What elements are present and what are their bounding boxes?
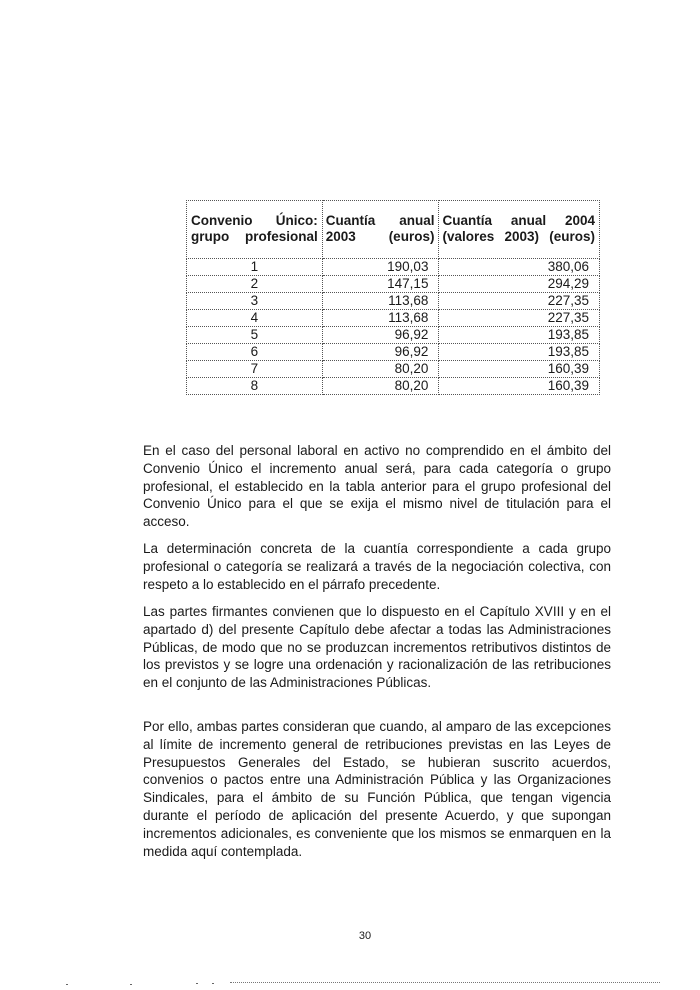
cell-cuantia-2003: 113,68	[322, 310, 439, 327]
table-row	[187, 310, 600, 327]
cell-cuantia-2003: 113,68	[322, 293, 439, 310]
cell-cuantia-2004: 380,06	[439, 259, 600, 276]
cell-cuantia-2004: 160,39	[439, 361, 600, 378]
paragraph-text: Las partes firmantes convienen que lo dispuesto en el Capítulo XVIII y en el apartado d) del presente Capítulo debe afectar a todas las Administraciones Públicas, de modo que no se produzcan incrementos retributivos distintos de los previstos y se logre una ordenación y racionalización de las retribuciones en el conjunto de las Administraciones Públicas.	[143, 604, 611, 691]
table-row	[187, 327, 600, 344]
cell-cuantia-2004: 294,29	[439, 276, 600, 293]
cell-cuantia-2003: 80,20	[322, 378, 439, 395]
header-cuantia-2003: Cuantía anual 2003 (euros)	[322, 201, 439, 259]
cell-cuantia-2003: 96,92	[322, 327, 439, 344]
cell-cuantia-2004: 160,39	[439, 378, 600, 395]
cell-cuantia-2003: 190,03	[322, 259, 439, 276]
cell-grupo: 6	[187, 344, 323, 361]
paragraph-determinacion-cuantia	[143, 540, 611, 593]
paragraph-partes-firmantes	[143, 603, 611, 692]
header-cuantia-2004: Cuantía anual 2004 (valores 2003) (euros)	[439, 201, 600, 259]
paragraph-personal-laboral	[143, 442, 611, 531]
table-row	[187, 378, 600, 395]
header-grupo-profesional: Convenio Único: grupo profesional	[187, 201, 323, 259]
paragraph-text: En el caso del personal laboral en activo no comprendido en el ámbito del Convenio Único el incremento anual será, para cada categoría o grupo profesional, el establecido en la tabla anterior para el grupo profesional del Convenio Único para el que se exija el mismo nivel de titulación para el acceso.	[143, 443, 611, 530]
scan-artifact-dot	[196, 983, 198, 984]
scan-artifact-dot	[130, 984, 132, 985]
cell-grupo: 1	[187, 259, 323, 276]
table-row	[187, 293, 600, 310]
cell-grupo: 5	[187, 327, 323, 344]
paragraph-excepciones	[143, 718, 611, 860]
cell-cuantia-2003: 96,92	[322, 344, 439, 361]
cell-grupo: 8	[187, 378, 323, 395]
table-row	[187, 361, 600, 378]
cell-cuantia-2003: 80,20	[322, 361, 439, 378]
scan-artifact-dot	[212, 983, 214, 984]
cell-grupo: 4	[187, 310, 323, 327]
cell-cuantia-2004: 193,85	[439, 327, 600, 344]
cell-grupo: 3	[187, 293, 323, 310]
table-row	[187, 344, 600, 361]
cell-grupo: 7	[187, 361, 323, 378]
table-row	[187, 259, 600, 276]
page-number: 30	[358, 930, 372, 942]
paragraph-text: La determinación concreta de la cuantía correspondiente a cada grupo profesional o categoría se realizará a través de la negociación colectiva, con respeto a lo establecido en el párrafo precedente.	[143, 541, 611, 592]
paragraph-text: Por ello, ambas partes consideran que cuando, al amparo de las excepciones al límite de incremento general de retribuciones previstas en las Leyes de Presupuestos Generales del Estado, se hubieran suscrito acuerdos, convenios o pactos entre una Administración Pública y las Organizaciones Sindicales, para el ámbito de su Función Pública, que tengan vigencia durante el período de aplicación del presente Acuerdo, y que supongan incrementos adicionales, es conveniente que los mismos se enmarquen en la medida aquí contemplada.	[143, 719, 611, 859]
scan-artifact-line	[230, 982, 660, 983]
cell-cuantia-2004: 193,85	[439, 344, 600, 361]
cell-cuantia-2004: 227,35	[439, 293, 600, 310]
table-row	[187, 276, 600, 293]
scan-artifact-dot	[66, 984, 68, 985]
cell-cuantia-2004: 227,35	[439, 310, 600, 327]
table-header-row	[187, 201, 600, 259]
retribution-table	[186, 200, 600, 395]
cell-grupo: 2	[187, 276, 323, 293]
cell-cuantia-2003: 147,15	[322, 276, 439, 293]
